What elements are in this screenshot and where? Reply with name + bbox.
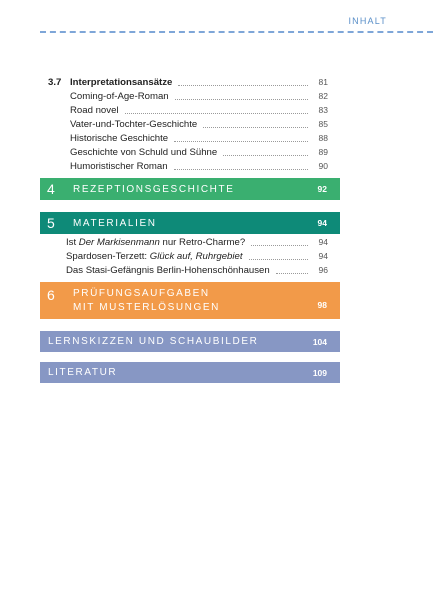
page-number: 88 — [318, 133, 328, 143]
page-number: 92 — [317, 184, 327, 194]
leader-dots — [175, 99, 308, 100]
entry-title: Historische Geschichte — [70, 133, 169, 144]
toc-entry[interactable] — [70, 89, 328, 103]
page-number: 98 — [317, 300, 327, 310]
page-number: 94 — [318, 237, 328, 247]
chapter-5-band[interactable] — [40, 212, 340, 234]
leader-dots — [223, 155, 308, 156]
work-title: Glück auf, Ruhrgebiet — [149, 251, 243, 262]
entry-title: Humoristischer Roman — [70, 161, 168, 172]
chapter-title — [73, 287, 220, 315]
entry-title: Geschichte von Schuld und Sühne — [70, 147, 218, 158]
entry-title: Ist Der Markisenmann nur Retro-Charme? — [66, 237, 246, 248]
lernskizzen-band[interactable] — [40, 331, 340, 352]
page-number: 94 — [318, 251, 328, 261]
toc-entry-3-7[interactable] — [48, 75, 328, 89]
leader-dots — [178, 85, 308, 86]
leader-dots — [203, 127, 308, 128]
page-number: 96 — [318, 265, 328, 275]
toc-entry[interactable] — [70, 117, 328, 131]
header-dashed-rule — [40, 31, 433, 33]
page-number: 82 — [318, 91, 328, 101]
leader-dots — [276, 273, 308, 274]
leader-dots — [125, 113, 308, 114]
toc-entry[interactable] — [70, 159, 328, 173]
leader-dots — [251, 245, 308, 246]
page-number: 104 — [312, 336, 327, 347]
toc-entry[interactable] — [70, 103, 328, 117]
chapter-number: 6 — [47, 287, 55, 303]
chapter-number: 4 — [47, 181, 55, 197]
chapter-title: REZEPTIONSGESCHICHTE — [73, 183, 235, 195]
page-number: 83 — [318, 105, 328, 115]
entry-title: Das Stasi-Gefängnis Berlin-Hohenschönhausen — [66, 265, 270, 276]
chapter-title-line1: PRÜFUNGSAUFGABEN — [73, 287, 210, 299]
leader-dots — [249, 259, 308, 260]
page-number: 109 — [312, 367, 327, 378]
section-title: Interpretationsansätze — [70, 77, 173, 88]
page-number: 81 — [318, 77, 328, 87]
toc-entry[interactable] — [66, 263, 328, 277]
page-number: 89 — [318, 147, 328, 157]
entry-title: Coming-of-Age-Roman — [70, 91, 169, 102]
chapter-4-band[interactable] — [40, 178, 340, 200]
section-title: LERNSKIZZEN UND SCHAUBILDER — [48, 336, 259, 347]
book-title: Der Markisenmann — [78, 237, 160, 248]
leader-dots — [174, 141, 308, 142]
page-number: 85 — [318, 119, 328, 129]
chapter-title-line2: MIT MUSTERLÖSUNGEN — [73, 301, 220, 313]
entry-title: Spardosen-Terzett: Glück auf, Ruhrgebiet — [66, 251, 243, 262]
section-title: LITERATUR — [48, 367, 118, 378]
leader-dots — [174, 169, 308, 170]
toc-entry[interactable] — [66, 249, 328, 263]
entry-title: Road novel — [70, 105, 119, 116]
page-number: 94 — [317, 218, 327, 228]
entry-title: Vater-und-Tochter-Geschichte — [70, 119, 198, 130]
section-number: 3.7 — [48, 77, 62, 88]
running-header: INHALT — [348, 16, 387, 26]
toc-entry[interactable] — [70, 145, 328, 159]
chapter-6-band[interactable] — [40, 282, 340, 319]
chapter-title: MATERIALIEN — [73, 217, 157, 229]
toc-entry[interactable] — [70, 131, 328, 145]
page-number: 90 — [318, 161, 328, 171]
literatur-band[interactable] — [40, 362, 340, 383]
toc-entry[interactable] — [66, 235, 328, 249]
chapter-number: 5 — [47, 215, 55, 231]
